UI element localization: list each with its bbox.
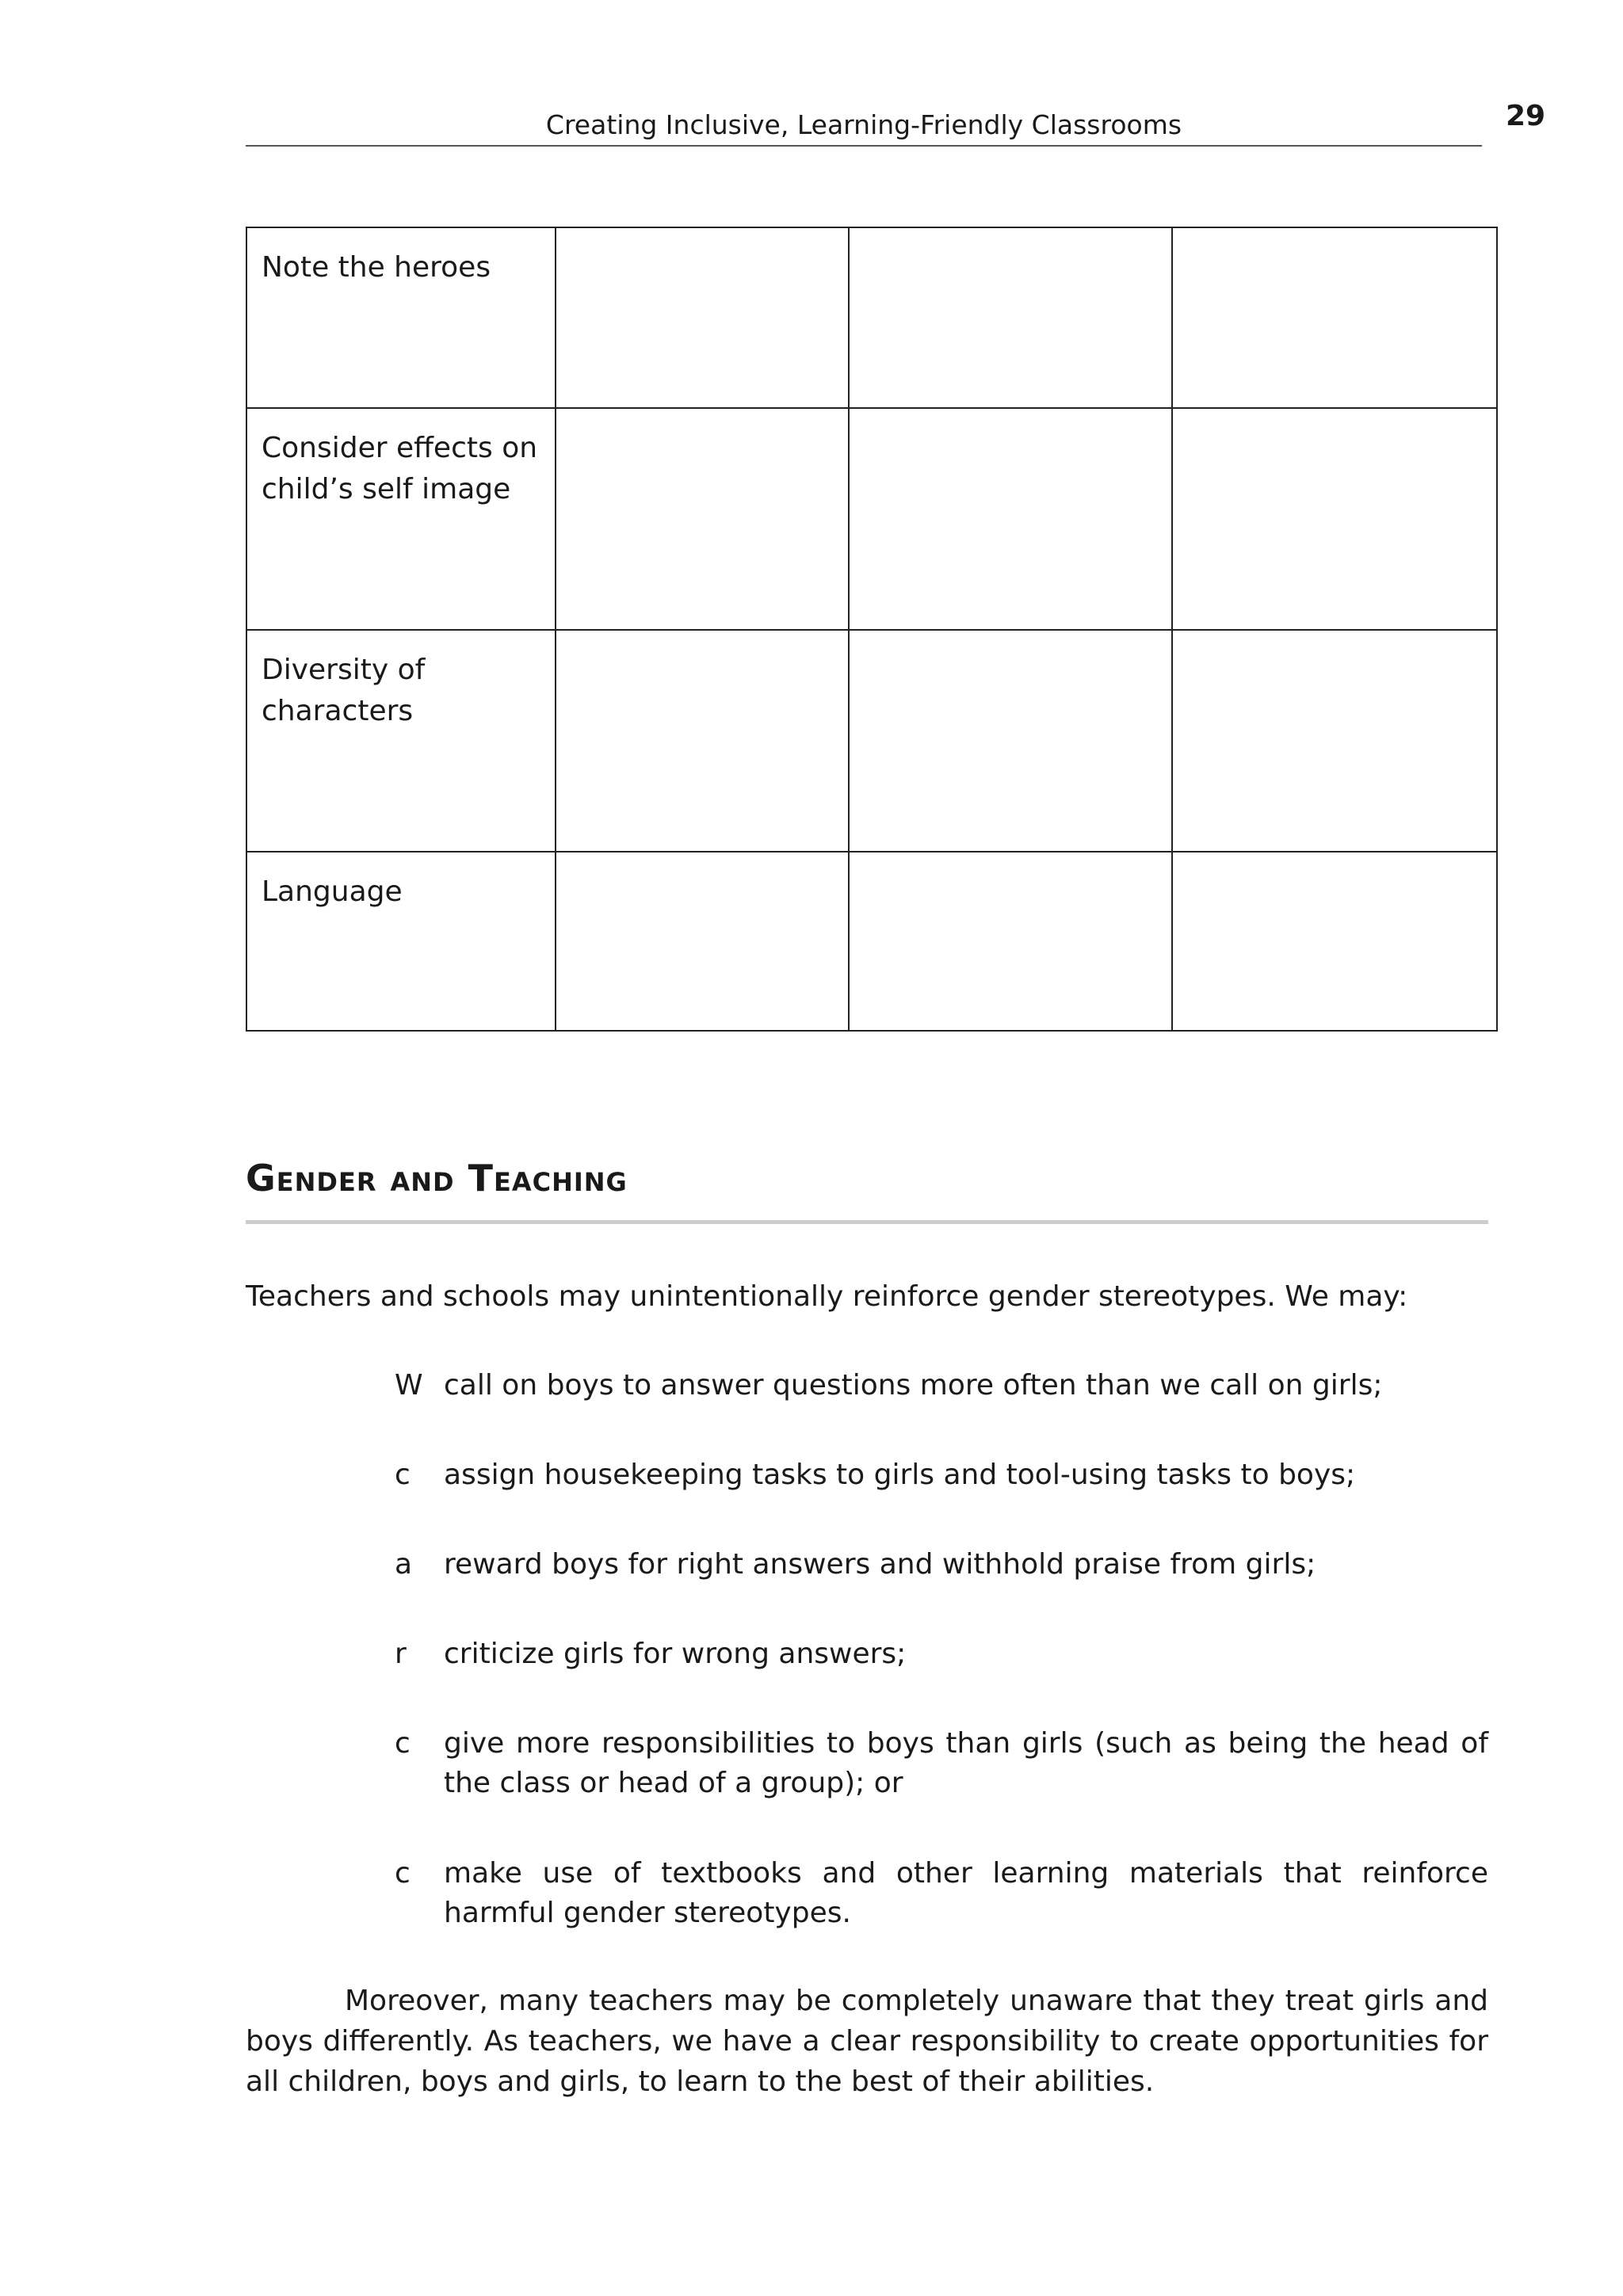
bullet-text: reward boys for right answers and withhold praise from girls; (444, 1548, 1316, 1581)
bullet-text: assign housekeeping tasks to girls and tool-using tasks to boys; (444, 1459, 1356, 1491)
table-cell (1172, 852, 1497, 1031)
list-item (395, 1545, 1488, 1585)
row-label: Diversity of characters (246, 630, 556, 852)
bullet-marker: W (395, 1369, 423, 1402)
list-item (395, 1634, 1488, 1674)
table-cell (556, 630, 849, 852)
bullet-text: make use of textbooks and other learning materials that reinforce harmful gender stereotypes. (444, 1857, 1488, 1929)
table-cell (849, 630, 1172, 852)
closing-paragraph: Moreover, many teachers may be completely unaware that they treat girls and boys differently. As teachers, we have a clear responsibility to create opportunities for all children, boys and girls, to learn to the best of their abilities. (246, 1985, 1488, 2098)
bullet-text: call on boys to answer questions more often than we call on girls; (444, 1369, 1383, 1402)
intro-paragraph: Teachers and schools may unintentionally reinforce gender stereotypes. We may: (246, 1280, 1408, 1313)
table-row (246, 852, 1497, 1031)
bullet-text: criticize girls for wrong answers; (444, 1638, 907, 1670)
table-cell (556, 227, 849, 408)
bullet-marker: c (395, 1459, 411, 1491)
bullet-marker: c (395, 1857, 411, 1890)
table-cell (556, 852, 849, 1031)
table-cell (1172, 227, 1497, 408)
table-row (246, 408, 1497, 630)
row-label: Consider effects on child’s self image (246, 408, 556, 630)
list-item (395, 1854, 1488, 1933)
table-row (246, 227, 1497, 408)
bullet-text: give more responsibilities to boys than girls (such as being the head of the class or head of a group); or (444, 1727, 1488, 1799)
list-item (395, 1724, 1488, 1803)
table-cell (1172, 408, 1497, 630)
row-label: Language (246, 852, 556, 1031)
bullet-marker: a (395, 1548, 413, 1581)
bullet-marker: r (395, 1638, 407, 1670)
table-row (246, 630, 1497, 852)
running-header: Creating Inclusive, Learning-Friendly Classrooms (545, 109, 1182, 140)
list-item (395, 1366, 1488, 1405)
table-cell (1172, 630, 1497, 852)
page-number: 29 (1506, 100, 1546, 132)
table-cell (849, 408, 1172, 630)
list-item (395, 1455, 1488, 1495)
table-cell (556, 408, 849, 630)
header-rule (246, 145, 1482, 147)
table-cell (849, 852, 1172, 1031)
bullet-marker: c (395, 1727, 411, 1760)
row-label: Note the heroes (246, 227, 556, 408)
review-table (246, 227, 1498, 1032)
table-cell (849, 227, 1172, 408)
section-rule (246, 1220, 1488, 1224)
section-heading: Gender and Teaching (246, 1157, 628, 1199)
